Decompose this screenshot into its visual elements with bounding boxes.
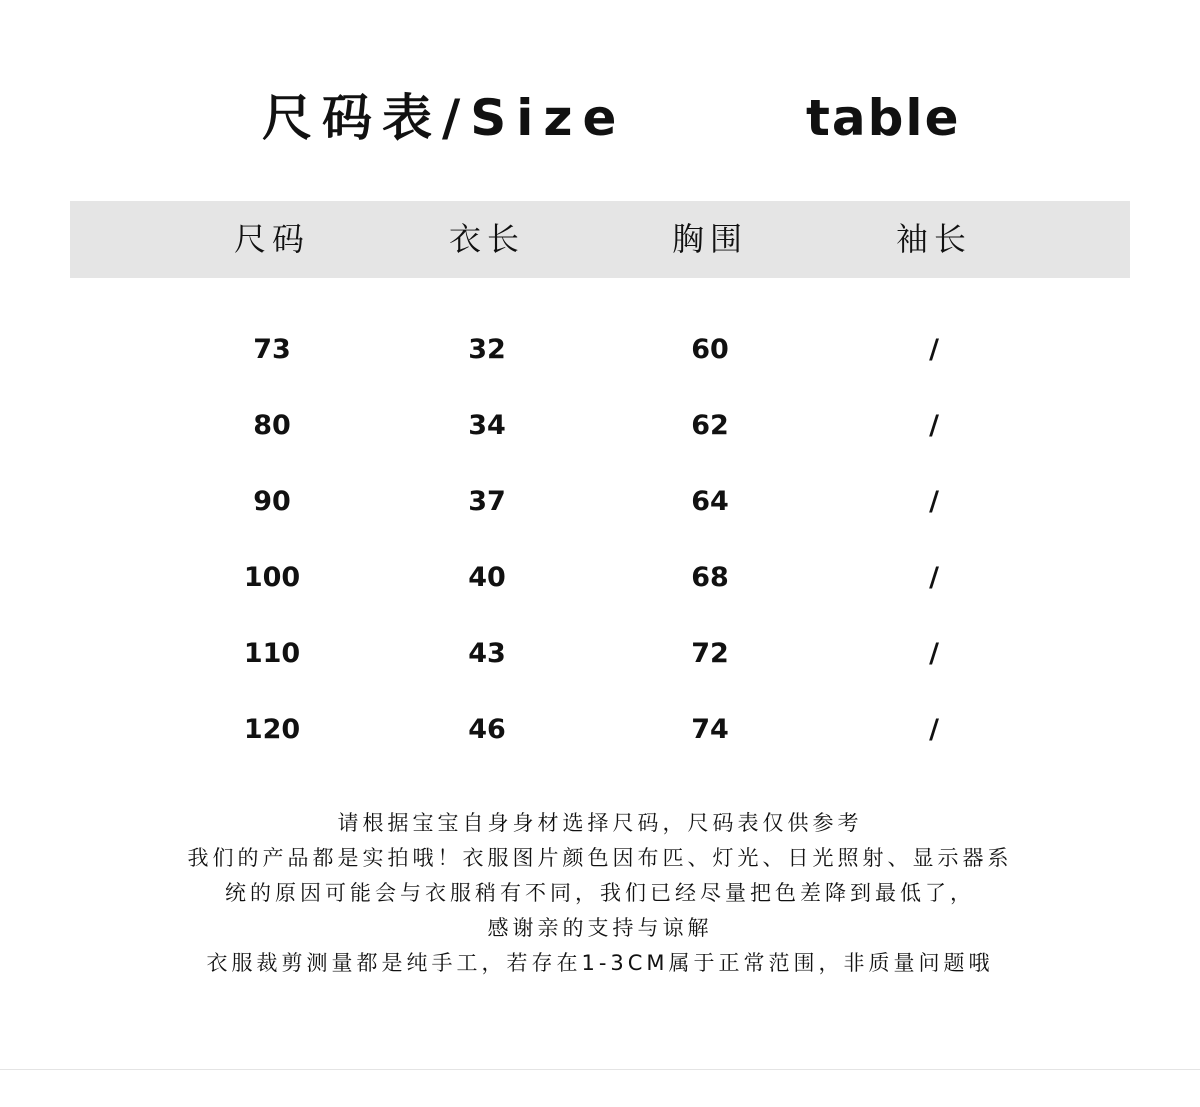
cell-length: 46	[468, 714, 506, 745]
header-size: 尺码	[233, 220, 310, 258]
table-row	[0, 692, 1200, 768]
cell-sleeve: /	[929, 638, 939, 669]
cell-length: 37	[468, 486, 506, 517]
cell-sleeve: /	[929, 334, 939, 365]
cell-sleeve: /	[929, 486, 939, 517]
cell-sleeve: /	[929, 562, 939, 593]
header-chest: 胸围	[671, 220, 748, 258]
cell-chest: 68	[691, 562, 729, 593]
cell-chest: 74	[691, 714, 729, 745]
table-row	[0, 616, 1200, 692]
cell-size: 80	[253, 410, 291, 441]
header-sleeve: 袖长	[895, 220, 972, 258]
page-title	[0, 78, 1200, 158]
cell-chest: 62	[691, 410, 729, 441]
table-row	[0, 388, 1200, 464]
note-line: 感谢亲的支持与谅解	[487, 916, 713, 940]
cell-size: 73	[253, 334, 291, 365]
cell-chest: 64	[691, 486, 729, 517]
cell-length: 34	[468, 410, 506, 441]
cell-size: 100	[243, 562, 301, 593]
table-row	[0, 464, 1200, 540]
cell-length: 40	[468, 562, 506, 593]
note-line: 统的原因可能会与衣服稍有不同，我们已经尽量把色差降到最低了，	[225, 881, 975, 905]
notes	[50, 806, 1150, 981]
table-body	[0, 312, 1200, 768]
cell-chest: 60	[691, 334, 729, 365]
cell-chest: 72	[691, 638, 729, 669]
cell-size: 90	[253, 486, 291, 517]
title-right: table	[806, 89, 961, 147]
note-line: 衣服裁剪测量都是纯手工，若存在1-3CM属于正常范围，非质量问题哦	[206, 951, 994, 975]
divider	[0, 1069, 1200, 1070]
title-left: 尺码表/Size	[262, 89, 627, 147]
cell-size: 110	[243, 638, 301, 669]
table-header	[70, 201, 1130, 278]
cell-length: 43	[468, 638, 506, 669]
cell-size: 120	[243, 714, 301, 745]
cell-sleeve: /	[929, 410, 939, 441]
note-line: 我们的产品都是实拍哦！衣服图片颜色因布匹、灯光、日光照射、显示器系	[187, 846, 1013, 870]
table-row	[0, 540, 1200, 616]
header-length: 衣长	[448, 220, 525, 258]
cell-sleeve: /	[929, 714, 939, 745]
note-line: 请根据宝宝自身身材选择尺码，尺码表仅供参考	[337, 811, 863, 835]
cell-length: 32	[468, 334, 506, 365]
table-row	[0, 312, 1200, 388]
